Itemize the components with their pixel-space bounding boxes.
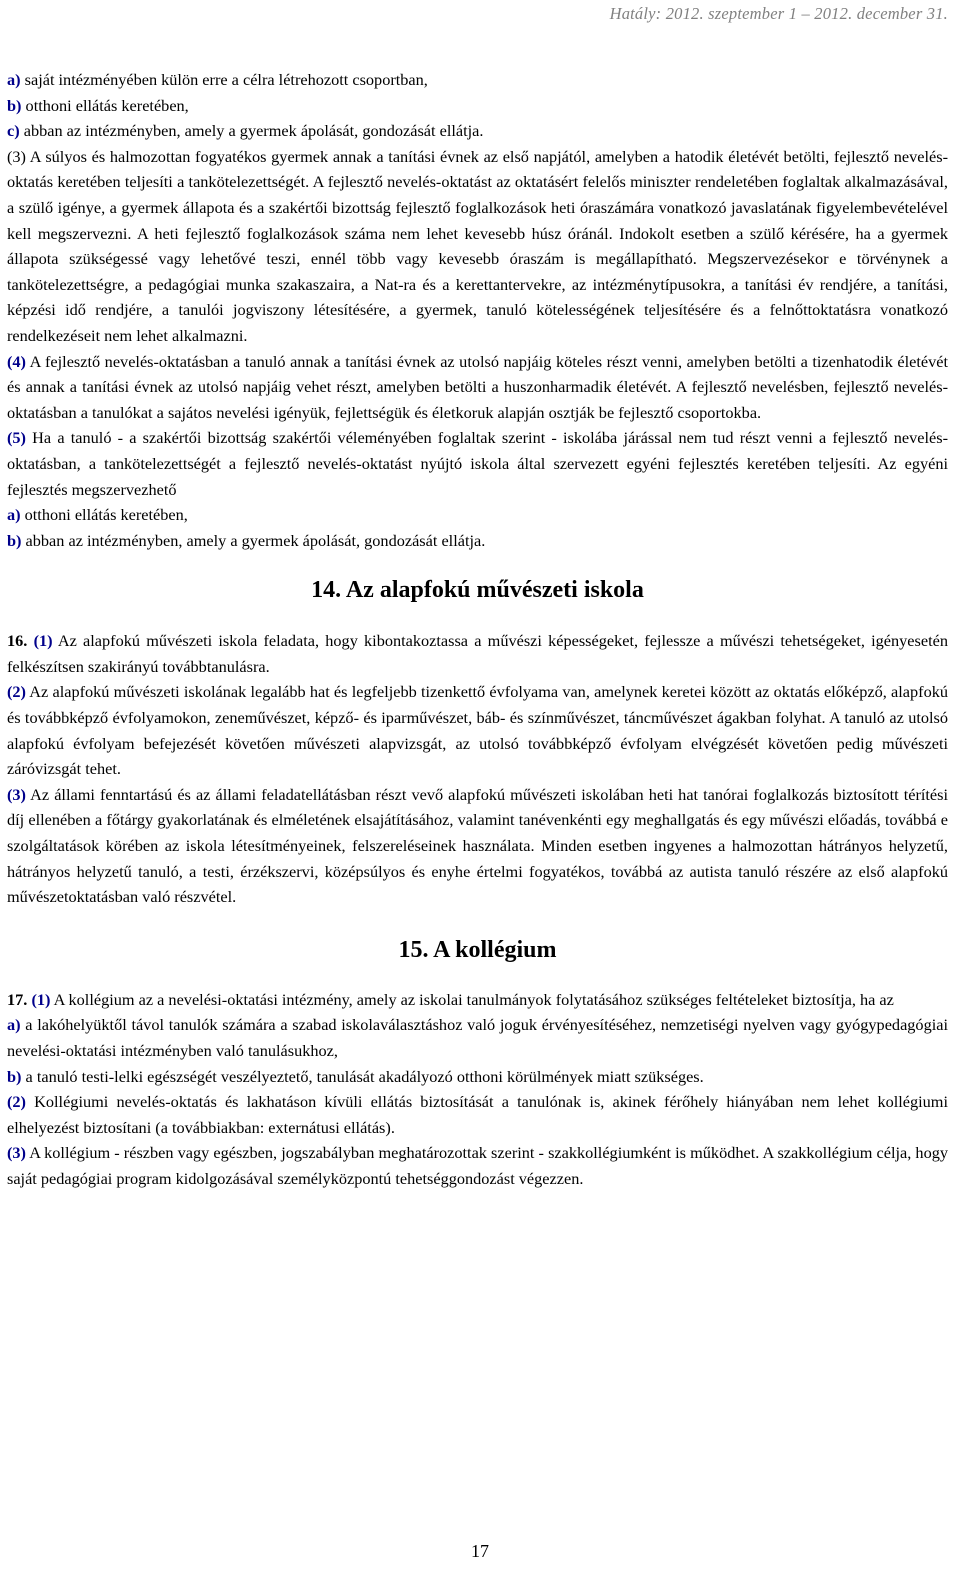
paragraph-marker: (1)	[33, 631, 53, 651]
paragraph-marker: a)	[7, 1015, 21, 1035]
paragraph-text: (3) A súlyos és halmozottan fogyatékos gyermek annak a tanítási évnek az első napjától, amelyben a hatodik életévét betölti, fejlesztő nevelés-oktatás keretében teljesíti a tankötelezettségét. A fejlesztő nevelés-oktatást az oktatásért felelős miniszter rendeletében foglaltak alkalmazásával, a szülő igénye, a gyermek állapota és a szakértői bizottság fejlesztő foglalkozások heti óraszámára vonatkozó javaslatának figyelembevételével kell megszervezni. A heti fejlesztő foglalkozások száma nem lehet kevesebb húsz óránál. Indokolt esetben a szülő kérésére, ha a gyermek állapota szükségessé vagy lehetővé teszi, ennél több vagy kevesebb óraszám is megállapítható. Megszervezésekor e törvénynek a tankötelezettségre, a pedagógiai munka szakaszaira, a Nat-ra és a kerettantervekre, az intézménytípusokra, a tanítási év rendjére, a tanítási, képzési idő rendjére, a tanulói jogviszony létesítésére, a gyermek, tanuló kötelességének teljesítésére és a felnőttoktatásra vonatkozó rendelkezéseit nem lehet alkalmazni.	[7, 146, 948, 345]
paragraph-text: a lakóhelyüktől távol tanulók számára a szabad iskolaválasztáshoz való joguk érvényesítéséhez, nemzetiségi nyelven vagy gyógypedagógiai nevelési-oktatási intézményben való tanulásukhoz,	[7, 1015, 948, 1060]
paragraph	[7, 67, 948, 93]
paragraph	[7, 1140, 948, 1191]
paragraph-text: otthoni ellátás keretében,	[20, 505, 188, 525]
paragraph	[7, 782, 948, 910]
paragraph-text: a tanuló testi-lelki egészségét veszélyeztető, tanulását akadályozó otthoni körülmények miatt szükséges.	[21, 1066, 704, 1086]
paragraph-marker: 17.	[7, 989, 28, 1009]
paragraph	[7, 502, 948, 528]
paragraph-text: abban az intézményben, amely a gyermek ápolását, gondozását ellátja.	[19, 121, 484, 141]
page-number: 17	[471, 1541, 489, 1561]
paragraph	[7, 987, 948, 1013]
paragraph-marker: c)	[7, 121, 20, 141]
effective-date-header: Hatály: 2012. szeptember 1 – 2012. december 31.	[609, 4, 948, 23]
paragraph	[7, 1089, 948, 1140]
paragraph-marker: b)	[7, 95, 22, 115]
paragraph	[7, 425, 948, 502]
paragraph-marker: (3)	[7, 1143, 26, 1163]
paragraph	[7, 628, 948, 679]
paragraph-text: Az alapfokú művészeti iskolának legalább hat és legfeljebb tizenkettő évfolyama van, amelynek keretei között az oktatás előképző, alapfokú és továbbképző évfolyamokon, zeneművészet, képző- és iparművészet, báb- és színművészet, táncművészet ágakban folyhat. A tanuló az utolsó alapfokú évfolyam befejezését követően művészeti alapvizsgát, az utolsó továbbképző évfolyam elvégzését követően pedig művészeti záróvizsgát tehet.	[7, 682, 948, 779]
paragraph-marker: 16.	[7, 631, 28, 651]
paragraph-marker: a)	[7, 505, 21, 525]
paragraph	[7, 528, 948, 554]
paragraph-marker: (2)	[7, 682, 26, 702]
paragraph-text: Kollégiumi nevelés-oktatás és lakhatáson kívüli ellátás biztosítását a tanulónak is, akinek férőhely hiányában nem lehet kollégiumi elhelyezést biztosítani (a továbbiakban: externátusi ellátás).	[7, 1092, 948, 1137]
paragraph-text: Az állami fenntartású és az állami feladatellátásban részt vevő alapfokú művészeti iskolában heti hat tanórai foglalkozás biztosított térítési díj ellenében a főtárgy gyakorlatának és elméletének elsajátításához, valamint tanévenkénti egy meghallgatás és egy művészi előadás, továbbá e szolgáltatások körében az iskola létesítményeinek, felszereléseinek használata. Minden esetben ingyenes a halmozottan hátrányos helyzetű, hátrányos helyzetű tanuló, a testi, érzékszervi, középsúlyos és enyhe értelmi fogyatékos, továbbá az autista tanuló részére az első alapfokú művészetoktatásban való részvétel.	[7, 784, 948, 907]
paragraph-marker: (5)	[7, 428, 26, 448]
paragraph-text: Az alapfokú művészeti iskola feladata, hogy kibontakoztassa a művészi képességeket, fejlessze a művészi tehetségeket, igényesetén felkészítsen szakirányú továbbtanulásra.	[7, 631, 948, 676]
paragraph	[7, 93, 948, 119]
paragraph-text: A kollégium - részben vagy egészben, jogszabályban meghatározottak szerint - szakkollégiumként is működhet. A szakkollégium célja, hogy saját pedagógiai program kidolgozásával személyközpontú tehetséggondozást végezzen.	[7, 1143, 948, 1188]
document-body	[7, 67, 948, 1192]
paragraph-text: A fejlesztő nevelés-oktatásban a tanuló annak a tanítási évnek az utolsó napjáig köteles részt venni, amelyben betölti a tizenhatodik életévét és annak a tanítási évnek az utolsó napjáig vehet részt, amelyben betölti a huszonharmadik életévét. A fejlesztő nevelésben, fejlesztő nevelés-oktatásban a tanulókat a sajátos nevelési igényük, fejlettségük és életkoruk alapján osztják be fejlesztő csoportokba.	[7, 351, 948, 422]
paragraph	[7, 118, 948, 144]
paragraph-text: abban az intézményben, amely a gyermek ápolását, gondozását ellátja.	[21, 530, 486, 550]
paragraph-text: A kollégium az a nevelési-oktatási intézmény, amely az iskolai tanulmányok folytatásához szükséges feltételeket biztosítja, ha az	[50, 989, 894, 1009]
paragraph-marker: b)	[7, 530, 22, 550]
paragraph-marker: b)	[7, 1066, 22, 1086]
paragraph	[7, 349, 948, 426]
paragraph-marker: a)	[7, 70, 21, 89]
chapter-heading: 14. Az alapfokú művészeti iskola	[311, 577, 644, 604]
paragraph	[7, 1012, 948, 1063]
paragraph-marker: (2)	[7, 1092, 26, 1112]
chapter-heading: 15. A kollégium	[398, 936, 557, 963]
paragraph-text: saját intézményében külön erre a célra létrehozott csoportban,	[20, 70, 428, 89]
paragraph-text: Ha a tanuló - a szakértői bizottság szakértői véleményében foglaltak szerint - iskolába járással nem tud részt venni a fejlesztő nevelés-oktatásban, a tankötelezettségét a fejlesztő nevelés-oktatást nyújtó iskola által szervezett egyéni fejlesztés keretében teljesíti. Az egyéni fejlesztés megszervezhető	[7, 428, 948, 499]
paragraph	[7, 1064, 948, 1090]
paragraph-marker: (4)	[7, 351, 26, 371]
paragraph-text: otthoni ellátás keretében,	[21, 95, 189, 115]
paragraph-marker: (1)	[31, 989, 51, 1009]
paragraph	[7, 679, 948, 781]
paragraph-marker: (3)	[7, 784, 26, 804]
paragraph	[7, 144, 948, 349]
